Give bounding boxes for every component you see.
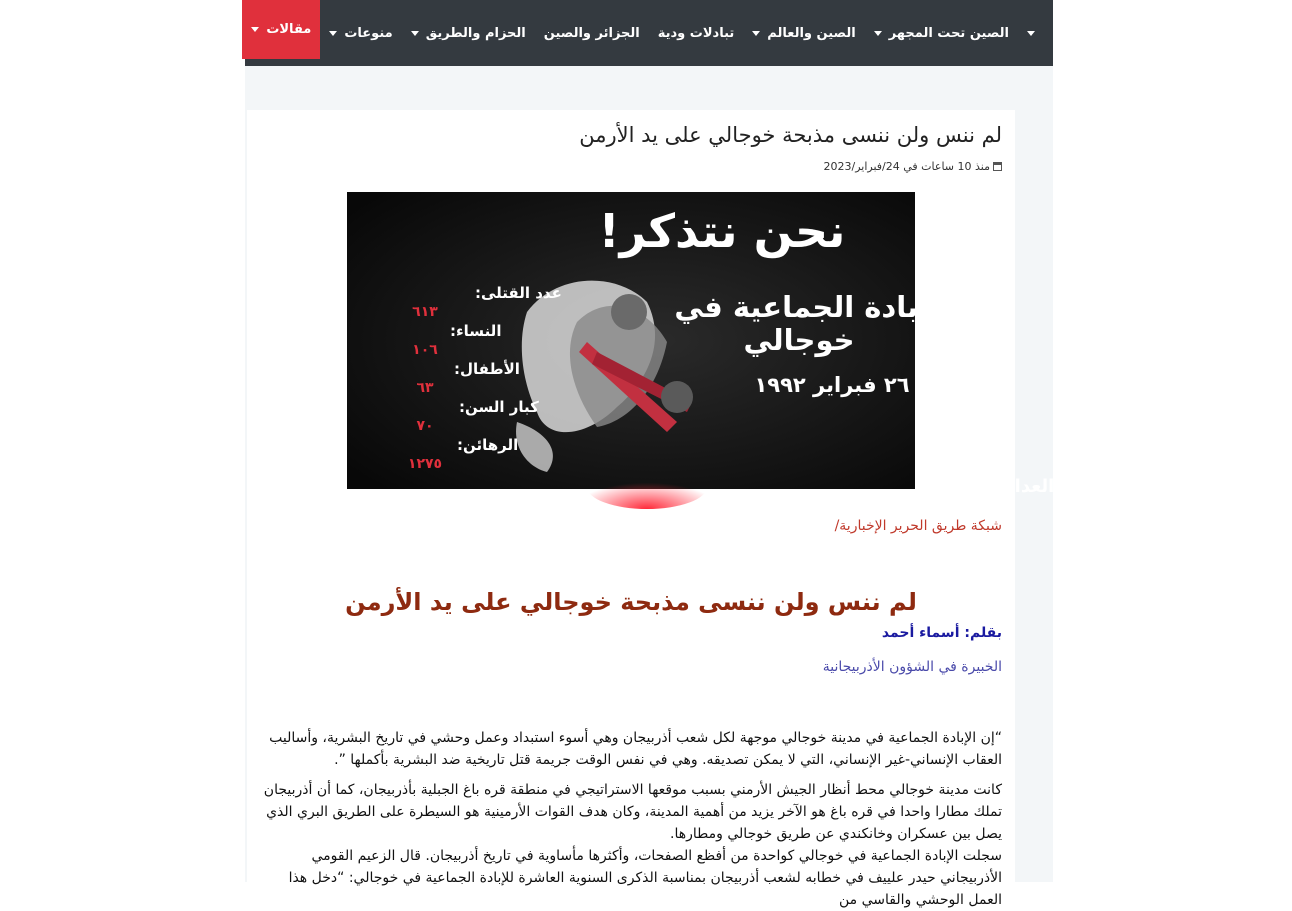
chevron-down-icon xyxy=(1027,31,1035,36)
article-date-text: منذ 10 ساعات في 24/فبراير/2023 xyxy=(823,160,990,173)
nav-item-label: الصين تحت المجهر xyxy=(888,25,1009,41)
chevron-down-icon xyxy=(251,27,259,32)
nav-item-label: الصين والعالم xyxy=(767,25,856,41)
stat-value: ٧٠ xyxy=(416,418,434,434)
chevron-down-icon xyxy=(874,31,882,36)
nav-item-belt-and-road[interactable] xyxy=(402,0,535,66)
stat-value: ١٠٦ xyxy=(412,342,438,358)
nav-item-label: مقالات xyxy=(266,22,312,37)
nav-item-friendly-exchanges[interactable] xyxy=(649,0,744,66)
source-credit: شبكة طريق الحرير الإخبارية/ xyxy=(834,518,1002,534)
stat-label: الرهائن: xyxy=(457,436,519,454)
top-navbar xyxy=(108,0,1053,66)
hero-date: ٢٦ فبراير ١٩٩٢ xyxy=(754,373,910,397)
nav-item-links[interactable] xyxy=(170,0,242,66)
hero-genocide-line2: خوجالي xyxy=(743,323,855,357)
article-paragraph: سجلت الإبادة الجماعية في خوجالي كواحدة من أفظع الصفحات، وأكثرها مأساوية في تاريخ أذربيجان. قال الزعيم القومي الأذربيجاني حيدر علييف في خطابه لشعب أذربيجان بمناسبة الذكرى السنوية العاشرة للإبادة الجماعية في خوجالي: “دخل هذا العمل الوحشي والقاسي من xyxy=(288,848,1002,908)
stat-label: كبار السن: xyxy=(459,398,539,416)
hero-genocide-line1: الإبادة الجماعية في xyxy=(674,290,950,324)
nav-item-miscellaneous[interactable] xyxy=(320,0,401,66)
chevron-down-icon xyxy=(752,31,760,36)
calendar-icon xyxy=(993,162,1002,171)
hero-graphic xyxy=(347,192,1070,497)
chevron-down-icon xyxy=(411,31,419,36)
nav-item-partial[interactable] xyxy=(1018,0,1053,66)
author-title: الخبيرة في الشؤون الأذربيجانية xyxy=(822,659,1002,675)
chevron-down-icon xyxy=(179,31,187,36)
article-title[interactable]: لم ننس ولن ننسى مذبحة خوجالي على يد الأرمن xyxy=(579,123,1002,147)
stat-value: ٦٣ xyxy=(416,380,434,396)
stat-label: الأطفال: xyxy=(454,360,520,378)
red-glow xyxy=(587,465,707,509)
nav-item-china-and-world[interactable] xyxy=(743,0,864,66)
stat-value: ٦١٣ xyxy=(412,304,438,320)
nav-item-label: تبادلات ودية xyxy=(657,25,735,41)
hero-hashtag: #العدالة لخوجالي xyxy=(915,476,1070,497)
nav-item-china-under-microscope[interactable] xyxy=(865,0,1018,66)
author-byline: بقلم: أسماء أحمد xyxy=(881,625,1002,641)
nav-item-label: روابط xyxy=(194,25,234,41)
article-date xyxy=(824,160,1003,173)
article-heading: لم ننس ولن ننسى مذبحة خوجالي على يد الأرمن xyxy=(345,588,917,616)
nav-item-label: الجزائر والصين xyxy=(543,25,640,41)
article-paragraph: كانت مدينة خوجالي محط أنظار الجيش الأرمني بسبب موقعها الاستراتيجي في منطقة قره باغ الجبلية بأذربيجان، كما أن أذربيجان تملك مطارا واحدا في قره باغ هو الآخر يزيد من أهمية المدينة، وكان هدف القوات الأرمينية هو السيطرة على الطريق البري الذي يصل بين عسكران وخانكندي عن طريق خوجالي ومطارها. xyxy=(263,782,1002,842)
chevron-down-icon xyxy=(329,31,337,36)
nav-item-algeria-china[interactable] xyxy=(535,0,649,66)
nav-item-label: إتصل بنا xyxy=(108,25,162,41)
hero-headline: نحن نتذكر! xyxy=(598,204,846,258)
article-paragraph: “إن الإبادة الجماعية في مدينة خوجالي موجهة لكل شعب أذربيجان وهي أسوء استبداد وعمل وحشي في تاريخ البشرية، وأساليب العقاب الإنساني-غير الإنساني، التي لا يمكن تصديقه. وهي في نفس الوقت جريمة قتل تاريخية ضد البشرية بأكملها ”. xyxy=(269,730,1002,768)
nav-item-label: الحزام والطريق xyxy=(425,25,526,41)
nav-item-articles[interactable] xyxy=(242,0,320,59)
stat-label: عدد القتلى: xyxy=(475,284,562,302)
stat-label: النساء: xyxy=(450,322,502,340)
nav-item-label: منوعات xyxy=(344,25,393,41)
nav-item-contact[interactable] xyxy=(99,0,170,66)
stat-value: ١٢٧٥ xyxy=(407,456,443,472)
article-hero-image xyxy=(347,192,1070,497)
